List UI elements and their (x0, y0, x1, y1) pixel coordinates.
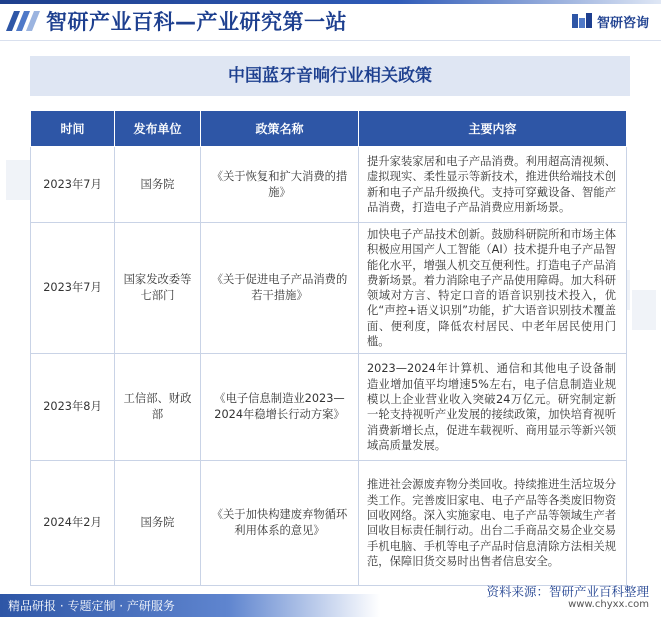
cell-time: 2023年7月 (31, 147, 115, 223)
cell-time: 2023年8月 (31, 354, 115, 461)
cell-content: 提升家装家居和电子产品消费。利用超高清视频、虚拟现实、柔性显示等新技术，推进供给端技术创新和电子产品升级换代。支持可穿戴设备、智能产品消费，打造电子产品消费应用新场景。 (359, 147, 627, 223)
policy-table (30, 110, 627, 586)
cell-publisher: 工信部、财政部 (115, 354, 201, 461)
cell-content: 加快电子产品技术创新。鼓励科研院所和市场主体积极应用国产人工智能（AI）技术提升电子产品智能化水平，增强人机交互便利性。打造电子产品消费新场景。着力消除电子产品使用障碍。加大科研领域对方言、特定口音的语音识别技术投入，优化“声控+语义识别”功能，扩大语音识别技术覆盖面、便利度，降低农村居民、中老年居民使用门槛。 (359, 223, 627, 354)
brand-logo-icon (571, 12, 593, 30)
table-header-row (31, 111, 627, 147)
page-title: 中国蓝牙音响行业相关政策 (228, 66, 432, 86)
cell-content: 2023—2024年计算机、通信和其他电子设备制造业增加值平均增速5%左右，电子信息制造业规模以上企业营业收入突破24万亿元。研究制定新一轮支持视听产业发展的接续政策，加快培育视听消费新增长点，促进车载视听、商用显示等新兴领域高质量发展。 (359, 354, 627, 461)
cell-content: 推进社会源废弃物分类回收。持续推进生活垃圾分类工作。完善废旧家电、电子产品等各类废旧物资回收网络。深入实施家电、电子产品等领域生产者回收目标责任制行动。出台二手商品交易企业交易手机电脑、手机等电子产品时信息清除方法相关规范，保障旧货交易时出售者信息安全。 (359, 461, 627, 586)
header-divider (0, 40, 661, 41)
cell-policy: 《电子信息制造业2023—2024年稳增长行动方案》 (201, 354, 359, 461)
table-row (31, 354, 627, 461)
slogan: 精品研报 · 专题定制 · 产研服务 (8, 599, 175, 613)
site-title: 智研产业百科—产业研究第一站 (46, 10, 347, 34)
source-note: 资料来源：智研产业百科整理 (486, 584, 649, 599)
site-logo-icon (4, 9, 42, 33)
cell-policy: 《关于恢复和扩大消费的措施》 (201, 147, 359, 223)
table-row (31, 147, 627, 223)
cell-publisher: 国家发改委等七部门 (115, 223, 201, 354)
title-band (30, 56, 630, 96)
source-url[interactable]: www.chyxx.com (568, 599, 649, 610)
column-header-policy: 政策名称 (201, 111, 359, 147)
cell-publisher: 国务院 (115, 147, 201, 223)
cell-time: 2024年2月 (31, 461, 115, 586)
cell-publisher: 国务院 (115, 461, 201, 586)
column-header-publisher: 发布单位 (115, 111, 201, 147)
column-header-content: 主要内容 (359, 111, 627, 147)
brand[interactable] (571, 11, 649, 31)
table-row (31, 223, 627, 354)
cell-time: 2023年7月 (31, 223, 115, 354)
cell-policy: 《关于促进电子产品消费的若干措施》 (201, 223, 359, 354)
brand-name: 智研咨询 (596, 15, 649, 31)
table-row (31, 461, 627, 586)
bottom-banner (0, 594, 380, 617)
header-accent-bar (0, 0, 661, 4)
column-header-time: 时间 (31, 111, 115, 147)
top-header (0, 0, 661, 40)
cell-policy: 《关于加快构建废弃物循环利用体系的意见》 (201, 461, 359, 586)
